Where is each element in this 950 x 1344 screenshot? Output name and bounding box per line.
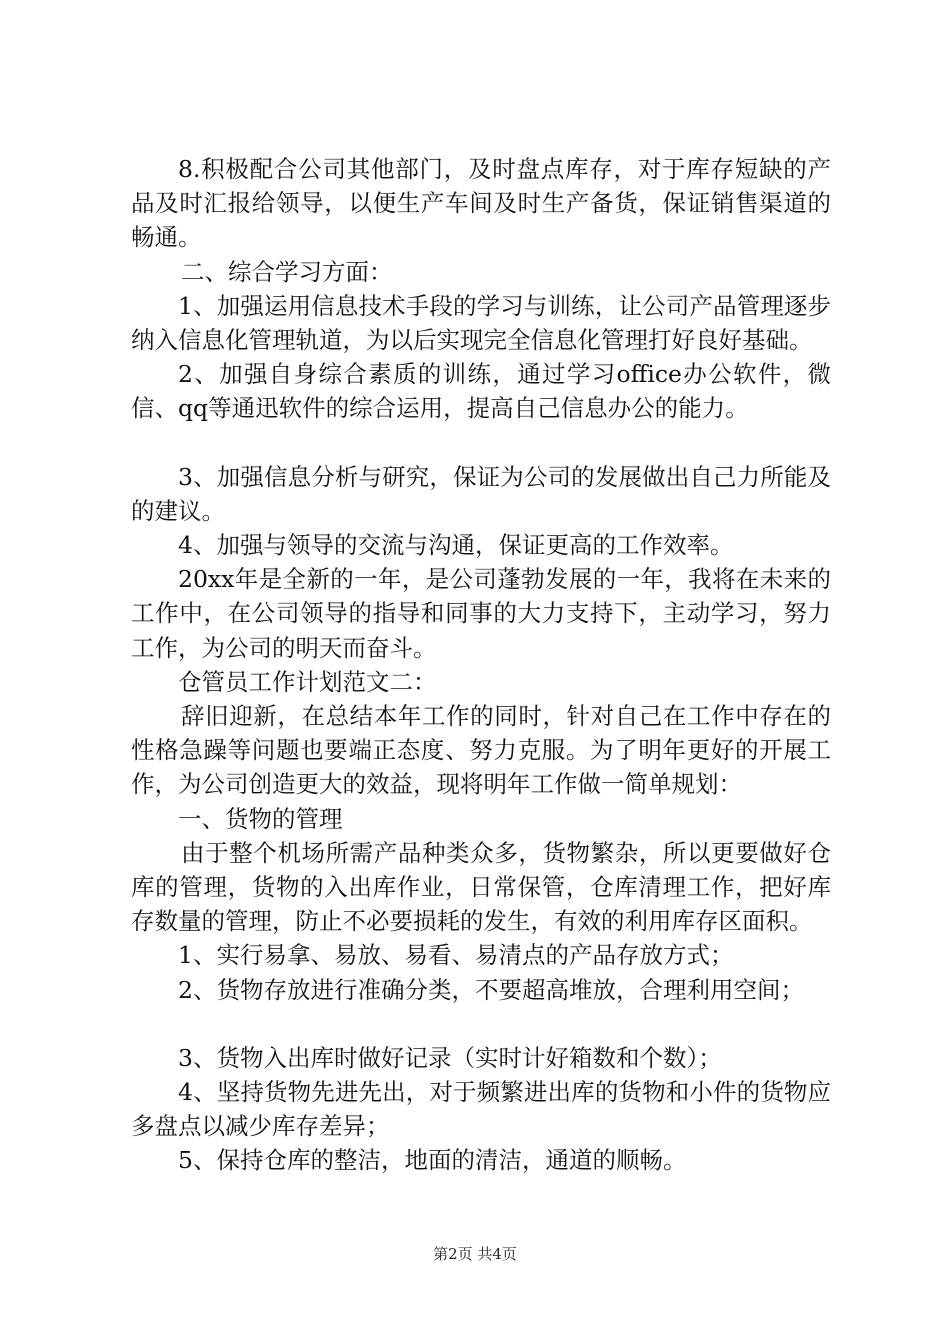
- list-item: 2、货物存放进行准确分类，不要超高堆放，合理利用空间；: [178, 975, 804, 1004]
- paragraph: 2、加强自身综合素质的训练，通过学习office办公软件，微信、qq等通迅软件的综合运用，提高自己信息办公的能力。: [131, 360, 831, 423]
- list-item: 1、实行易拿、易放、易看、易清点的产品存放方式；: [178, 941, 734, 970]
- list-item: 3、货物入出库时做好记录（实时计好箱数和个数）；: [178, 1043, 722, 1072]
- list-item: 5、保持仓库的整洁，地面的清洁，通道的顺畅。: [178, 1146, 687, 1175]
- section-heading: 仓管员工作计划范文二：: [178, 667, 437, 696]
- list-item: 4、坚持货物先进先出，对于频繁进出库的货物和小件的货物应多盘点以减少库存差异；: [131, 1078, 831, 1141]
- document-body: [131, 152, 831, 1178]
- paragraph: 20xx年是全新的一年，是公司蓬勃发展的一年，我将在未来的工作中，在公司领导的指导和同事的大力支持下，主动学习，努力工作，为公司的明天而奋斗。: [131, 565, 831, 662]
- paragraph: 辞旧迎新，在总结本年工作的同时，针对自己在工作中存在的性格急躁等问题也要端正态度、努力克服。为了明年更好的开展工作，为公司创造更大的效益，现将明年工作做一简单规划：: [131, 702, 831, 799]
- paragraph: 3、加强信息分析与研究，保证为公司的发展做出自己力所能及的建议。: [131, 462, 831, 525]
- paragraph: 4、加强与领导的交流与沟通，保证更高的工作效率。: [178, 531, 734, 560]
- section-heading: 二、综合学习方面：: [181, 257, 393, 286]
- page-footer: 第2页 共4页: [433, 1245, 517, 1263]
- paragraph: 由于整个机场所需产品种类众多，货物繁杂，所以更要做好仓库的管理，货物的入出库作业，日常保管，仓库清理工作，把好库存数量的管理，防止不必要损耗的发生，有效的利用库存区面积。: [131, 838, 831, 936]
- paragraph: 8.积极配合公司其他部门，及时盘点库存，对于库存短缺的产品及时汇报给领导，以便生产车间及时生产备货，保证销售渠道的畅通。: [131, 155, 831, 252]
- paragraph: 1、加强运用信息技术手段的学习与训练，让公司产品管理逐步纳入信息化管理轨道，为以后实现完全信息化管理打好良好基础。: [131, 291, 831, 355]
- section-heading: 一、货物的管理: [178, 804, 343, 833]
